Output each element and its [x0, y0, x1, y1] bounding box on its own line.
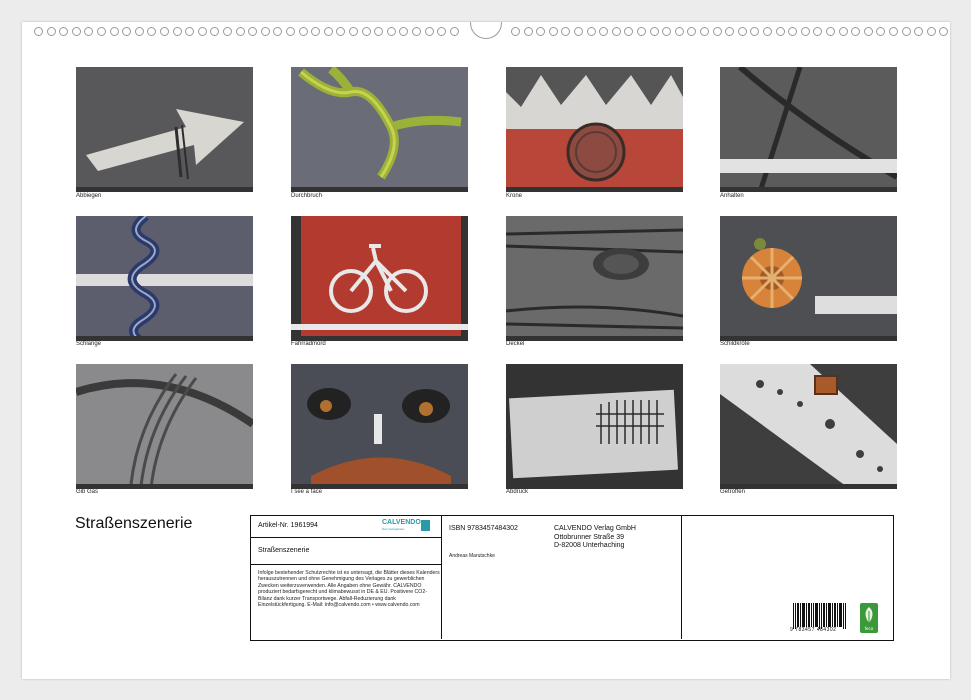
binding-hole [826, 27, 835, 36]
binding-hole [450, 27, 459, 36]
binding-hole [387, 27, 396, 36]
binding-hole [122, 27, 131, 36]
binding-hole [147, 27, 156, 36]
photo-krone [506, 67, 683, 192]
binding-hole [47, 27, 56, 36]
binding-hole [349, 27, 358, 36]
binding-hole [927, 27, 936, 36]
binding-hole [750, 27, 759, 36]
caption: Krone [506, 193, 523, 199]
binding-hole [59, 27, 68, 36]
binding-hole [72, 27, 81, 36]
calendar-title: Straßenszenerie [75, 515, 193, 532]
binding-hole [437, 27, 446, 36]
isbn: ISBN 9783457484302 [449, 525, 518, 532]
binding-hole [160, 27, 169, 36]
binding-hole [574, 27, 583, 36]
binding-hole [374, 27, 383, 36]
photo-schlange [76, 216, 253, 341]
caption: Abbiegen [76, 193, 102, 199]
legal-text: Infolge bestehender Schutzrechte ist es untersagt, die Blätter dieses Kalenders herauszutrennen und ohne Genehmigung des Verlages zu gewerblichen Zwecken weiterzuverwenden. Alle Angaben ohne Gewähr. CALVENDO produziert bedarfsgerecht und klimabewusst in DE & EU. Positivere CO2-Bilanz dank kurzer Transportwege. Abfall-Reduzierung dank Einzelstückfertigung. E-Mail: info@calvendo.com • www.calvendo.com [258, 570, 440, 609]
binding-hole [939, 27, 948, 36]
caption: Schildkröte [720, 341, 750, 347]
barcode-icon [793, 603, 847, 629]
barcode-number: 9 783457 484302 [790, 627, 837, 633]
caption: Getroffen [720, 489, 745, 495]
binding-hole [675, 27, 684, 36]
binding-hole [273, 27, 282, 36]
binding-hole [261, 27, 270, 36]
binding-hole [286, 27, 295, 36]
binding-hole [561, 27, 570, 36]
caption: I see a face [291, 489, 323, 495]
photo-getroffen [720, 364, 897, 489]
binding-hole [902, 27, 911, 36]
caption: Anhalten [720, 193, 744, 199]
binding-hole [650, 27, 659, 36]
binding-hole [324, 27, 333, 36]
binding-hole [763, 27, 772, 36]
binding-hole [223, 27, 232, 36]
caption: Gib Gas [76, 489, 99, 495]
binding-hole [185, 27, 194, 36]
caption: Abdruck [506, 489, 529, 495]
binding-hole [839, 27, 848, 36]
photo-abbiegen [76, 67, 253, 192]
binding-hole [173, 27, 182, 36]
caption: Fahrradmord [291, 341, 326, 347]
binding-hole [110, 27, 119, 36]
binding-hole [776, 27, 785, 36]
binding-hole [362, 27, 371, 36]
binding-hole [524, 27, 533, 36]
caption: Schlange [76, 341, 102, 347]
binding-hole [599, 27, 608, 36]
binding-hole [864, 27, 873, 36]
binding-hole [801, 27, 810, 36]
publisher-city: D-82008 Unterhaching [554, 542, 625, 549]
publisher-name: CALVENDO Verlag GmbH [554, 525, 636, 532]
info-title: Straßenszenerie [258, 547, 310, 554]
binding-hole [662, 27, 671, 36]
binding-hole [399, 27, 408, 36]
binding-hole [511, 27, 520, 36]
publisher-street: Ottobrunner Straße 39 [554, 533, 625, 541]
article-number: Artikel-Nr. 1961994 [258, 522, 318, 529]
binding-hole [687, 27, 696, 36]
info-column-left [251, 516, 442, 639]
binding-hole [876, 27, 885, 36]
binding-hole [135, 27, 144, 36]
feco-label: feco [864, 626, 874, 631]
info-column-middle [441, 516, 682, 639]
binding-hole [612, 27, 621, 36]
photo-anhalten [720, 67, 897, 192]
binding-hole [299, 27, 308, 36]
photo-deckel [506, 216, 683, 341]
binding-hole [738, 27, 747, 36]
binding-hole [637, 27, 646, 36]
caption: Durchbruch [291, 193, 323, 199]
author: Andreas Marutschke [449, 553, 495, 559]
binding-hole [34, 27, 43, 36]
binding-hole [425, 27, 434, 36]
divider [251, 564, 441, 565]
photo-durchbruch [291, 67, 468, 192]
binding-hole [412, 27, 421, 36]
binding-hole [97, 27, 106, 36]
binding-hole [248, 27, 257, 36]
calvendo-logo-sub: Das Verlagshaus [382, 527, 405, 531]
divider [251, 537, 441, 538]
caption: Deckel [506, 341, 525, 347]
binding-hole [549, 27, 558, 36]
photo-abdruck [506, 364, 683, 489]
binding-hole [536, 27, 545, 36]
binding-hole [336, 27, 345, 36]
binding-hole [198, 27, 207, 36]
photo-gib-gas [76, 364, 253, 489]
binding-hole [914, 27, 923, 36]
publisher-address [554, 525, 636, 551]
binding-hole [725, 27, 734, 36]
calvendo-logo: CALVENDO [382, 519, 421, 526]
binding-hole [713, 27, 722, 36]
binding-hole [700, 27, 709, 36]
binding-hole [236, 27, 245, 36]
photo-fahrradmord [291, 216, 468, 341]
info-box [250, 515, 894, 641]
binding-hole [813, 27, 822, 36]
binding-hole [84, 27, 93, 36]
binding-hole [210, 27, 219, 36]
binding-hole [788, 27, 797, 36]
binding-hole [889, 27, 898, 36]
binding-hole [851, 27, 860, 36]
binding-hole [587, 27, 596, 36]
binding-hole [311, 27, 320, 36]
photo-i-see-a-face [291, 364, 468, 489]
photo-schildkroete [720, 216, 897, 341]
calvendo-logo-icon [421, 520, 430, 531]
binding-hole [624, 27, 633, 36]
